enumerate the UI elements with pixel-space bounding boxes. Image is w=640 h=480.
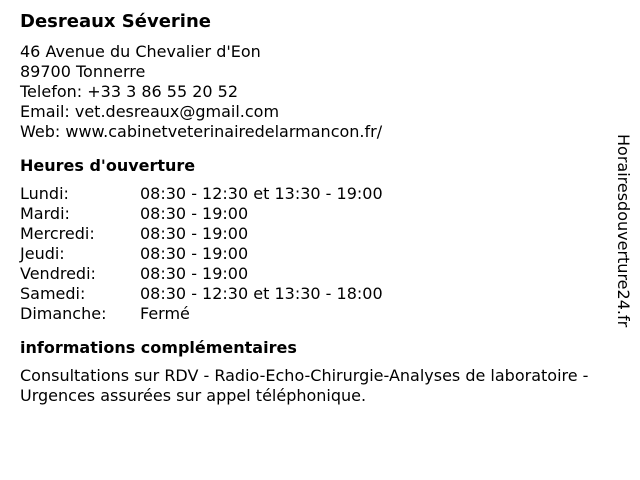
hours-row-friday [20,264,630,284]
time-value: 08:30 - 19:00 [140,224,249,243]
hours-title: Heures d'ouverture [20,156,196,175]
hours-row-sunday [20,304,630,324]
day-label: Jeudi: [20,244,65,263]
day-label: Mercredi: [20,224,95,243]
hours-row-monday [20,184,630,204]
time-value: 08:30 - 19:00 [140,264,249,283]
email-line: Email: vet.desreaux@gmail.com [20,102,280,121]
day-label: Dimanche: [20,304,107,323]
time-value: 08:30 - 12:30 et 13:30 - 18:00 [140,284,383,303]
hours-row-tuesday [20,204,630,224]
hours-row-thursday [20,244,630,264]
day-label: Samedi: [20,284,86,303]
day-label: Mardi: [20,204,70,223]
hours-table [20,184,630,324]
phone-line: Telefon: +33 3 86 55 20 52 [20,82,239,101]
business-name: Desreaux Séverine [20,11,211,32]
time-value: Fermé [140,304,190,323]
info-title: informations complémentaires [20,338,297,357]
time-value: 08:30 - 12:30 et 13:30 - 19:00 [140,184,383,203]
time-value: 08:30 - 19:00 [140,204,249,223]
hours-row-wednesday [20,224,630,244]
day-label: Lundi: [20,184,69,203]
time-value: 08:30 - 19:00 [140,244,249,263]
hours-row-saturday [20,284,630,304]
address-city: 89700 Tonnerre [20,62,146,81]
site-watermark: Horairesdouverture24.fr [614,134,633,328]
info-text: Consultations sur RDV - Radio-Echo-Chirurgie-Analyses de laboratoire -Urgences assurées sur appel téléphonique. [20,366,589,405]
contact-block [20,42,630,142]
web-line: Web: www.cabinetveterinairedelarmancon.fr/ [20,122,383,141]
address-street: 46 Avenue du Chevalier d'Eon [20,42,261,61]
day-label: Vendredi: [20,264,96,283]
business-card [20,10,630,406]
